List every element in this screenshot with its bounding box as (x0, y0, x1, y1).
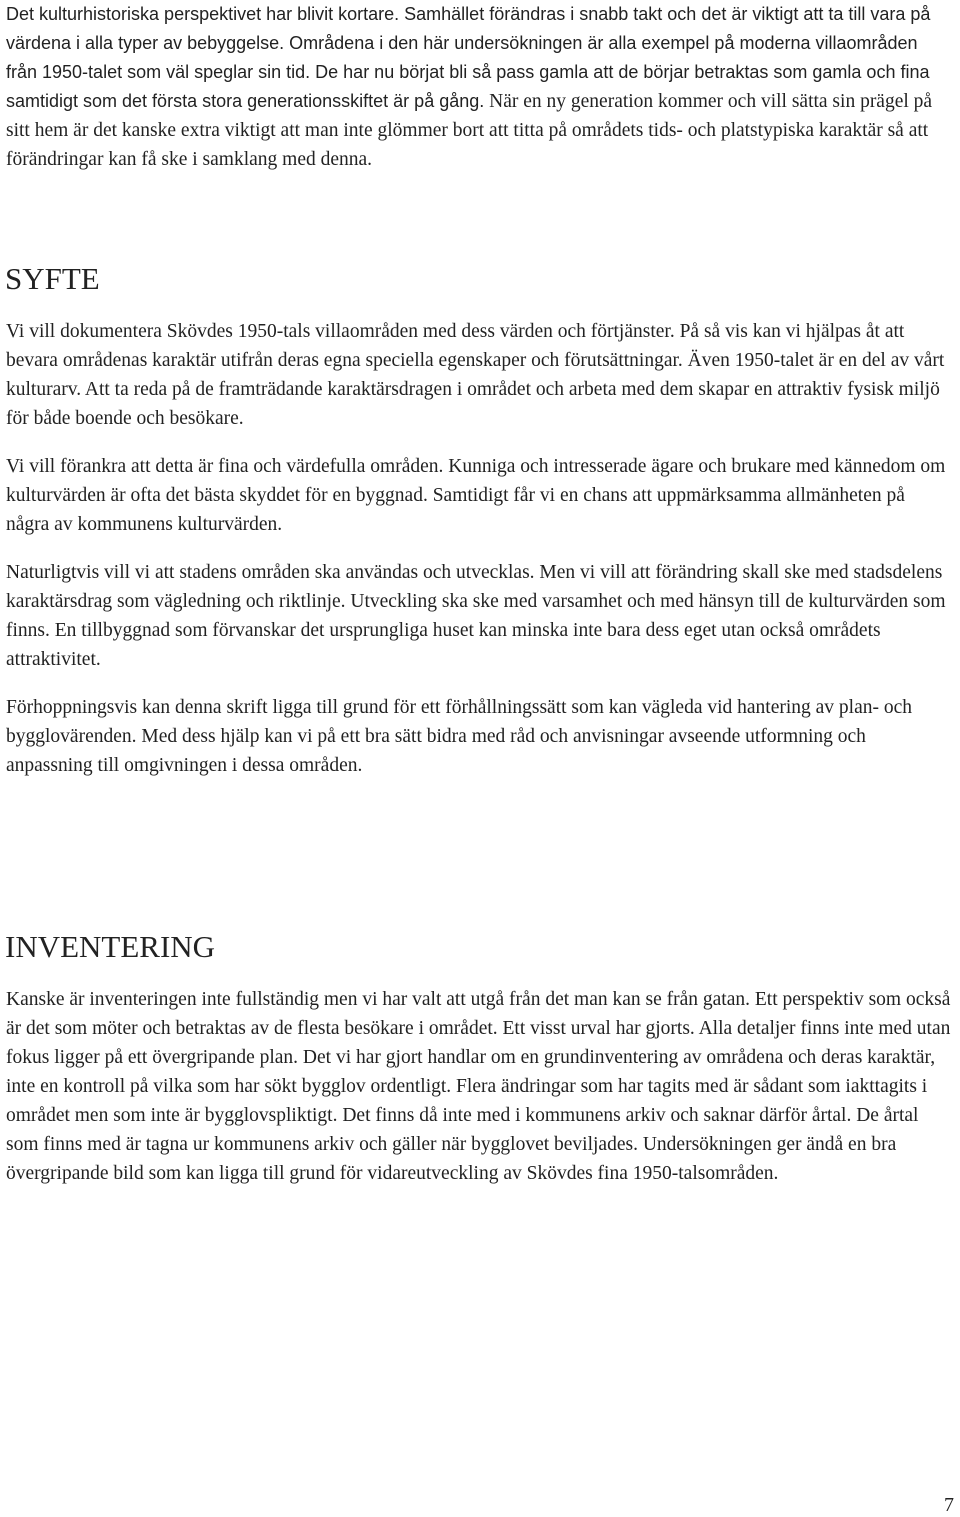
section-inventering (6, 985, 951, 1207)
syfte-paragraph-1: Vi vill dokumentera Skövdes 1950-tals villaområden med dess värden och förtjänster. På så vis kan vi hjälpas åt att bevara områdenas karaktär utifrån deras egna speciella egenskaper och förutsättningar. Även 1950-talet är en del av vårt kulturarv. Att ta reda på de framträdande karaktärsdragen i området och arbeta med dem skapar en attraktiv fysisk miljö för både boende och besökare. (6, 321, 945, 429)
page-number: 7 (944, 1494, 954, 1516)
syfte-paragraph-2: Vi vill förankra att detta är fina och värdefulla områden. Kunniga och intresserade ägare och brukare med kännedom om kulturvärden är ofta det bästa skyddet för en byggnad. Samtidigt får vi en chans att uppmärksamma allmänheten på några av kommunens kulturvärden. (6, 456, 946, 535)
heading-syfte: SYFTE (5, 261, 100, 296)
intro-paragraph (6, 0, 951, 174)
syfte-paragraph-4: Förhoppningsvis kan denna skrift ligga till grund för ett förhållningssätt som kan vägleda vid hantering av plan- och bygglovärenden. Med dess hjälp kan vi på ett bra sätt bidra med råd och anvisningar avseende utformning och anpassning till omgivningen i dessa områden. (6, 697, 913, 776)
intro-text-serif: När en ny generation kommer och vill sätta sin prägel på sitt hem är det kanske extra viktigt att man inte glömmer bort att titta på områdets tids- och platstypiska karaktär så att förändringar kan få ske i samklang med denna. (6, 91, 933, 170)
intro-text-sans: Det kulturhistoriska perspektivet har blivit kortare. Samhället förändras i snabb takt och det är viktigt att ta till vara på värdena i alla typer av bebyggelse. Områdena i den här undersökningen är alla exempel på moderna villaområden från 1950-talet som väl speglar sin tid. De har nu börjat bli så pass gamla att de börjar betraktas som gamla och fina samtidigt som det första stora generationsskiftet är på gång. (6, 4, 931, 111)
section-syfte (6, 317, 951, 799)
heading-inventering: INVENTERING (5, 929, 216, 964)
inventering-paragraph-1: Kanske är inventeringen inte fullständig men vi har valt att utgå från det man kan se från gatan. Ett perspektiv som också är det som möter och betraktas av de flesta besökare i området. Ett visst urval har gjorts. Alla detaljer finns inte med utan fokus ligger på ett övergripande plan. Det vi har gjort handlar om en grundinventering av områdena och deras karaktär, inte en kontroll på vilka som har sökt bygglov ordentligt. Flera ändringar som har tagits med är sådant som iakttagits i området men som inte är bygglovspliktigt. Det finns då inte med i kommunens arkiv och saknar därför årtal. De årtal som finns med är tagna ur kommunens arkiv och gäller när bygglovet beviljades. Undersökningen ger ändå en bra övergripande bild som kan ligga till grund för vidareutveckling av Skövdes fina 1950-talsområden. (6, 989, 951, 1184)
syfte-paragraph-3: Naturligtvis vill vi att stadens områden ska användas och utvecklas. Men vi vill att förändring skall ske med stadsdelens karaktärsdrag som vägledning och riktlinje. Utveckling ska ske med varsamhet och med hänsyn till de kulturvärden som finns. En tillbyggnad som förvanskar det ursprungliga huset kan minska inte bara dess eget utan också områdets attraktivitet. (6, 562, 946, 670)
